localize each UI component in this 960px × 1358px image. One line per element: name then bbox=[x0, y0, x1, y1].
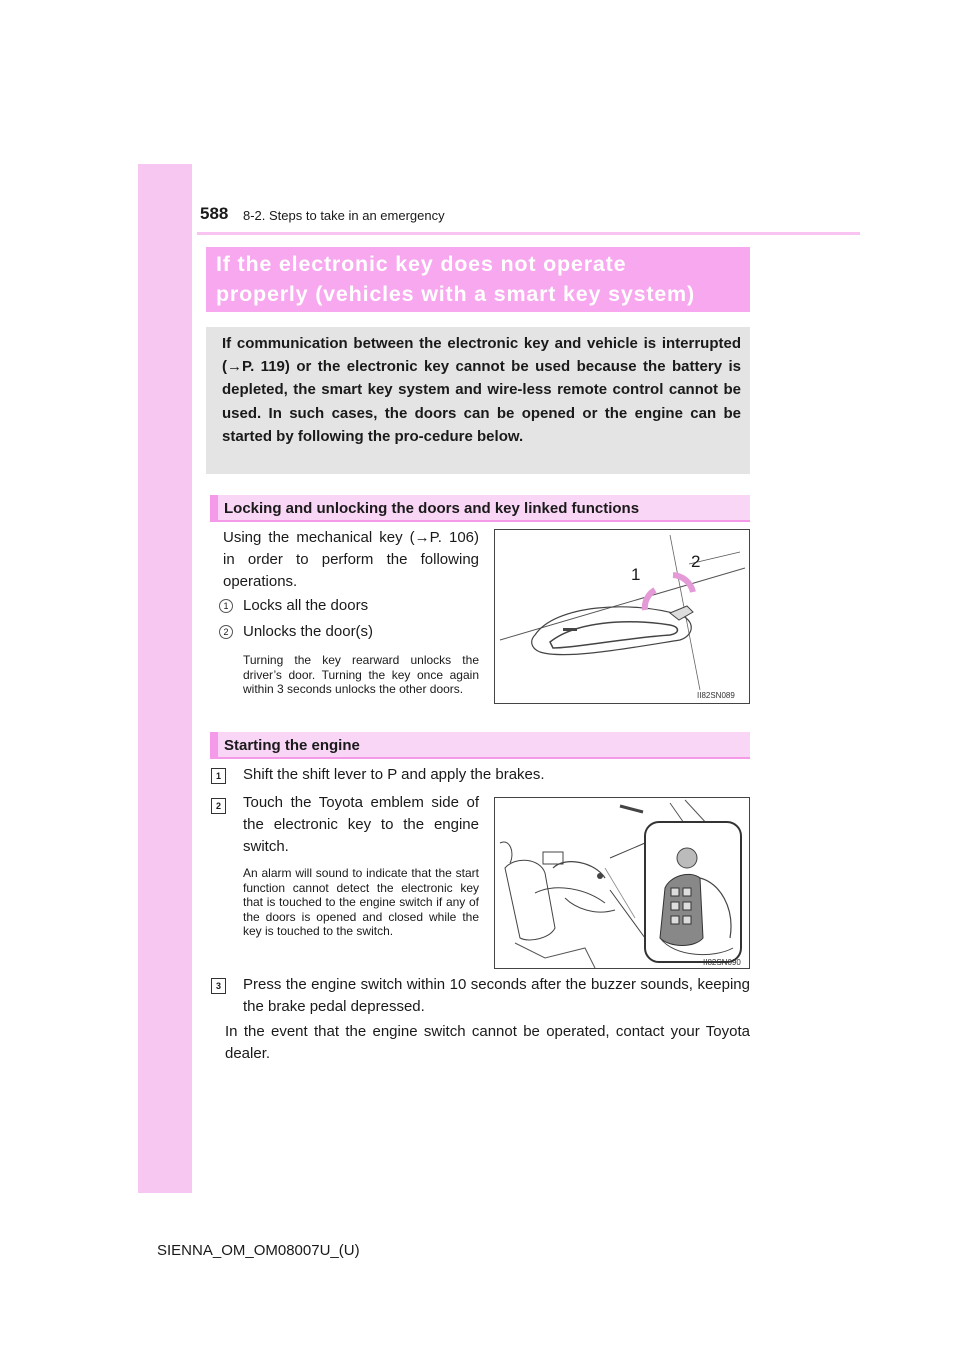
step-1-text: Shift the shift lever to P and apply the brakes. bbox=[243, 766, 545, 783]
list-item-lock: Locks all the doors bbox=[243, 597, 369, 614]
locking-intro-text: Using the mechanical key (→P. 106) in order to perform the following operations. bbox=[223, 529, 479, 590]
step-2-note: An alarm will sound to indicate that the start function cannot detect the electronic key that is touched to the engine switch if any of the doors is opened and closed while the key is touched to the switch. bbox=[243, 866, 479, 939]
page-title-line-2: properly (vehicles with a smart key system) bbox=[216, 282, 695, 306]
callout-1: 1 bbox=[631, 565, 641, 584]
unlock-note: Turning the key rearward unlocks the driver’s door. Turning the key once again within 3 seconds unlocks the other doors. bbox=[243, 653, 479, 697]
step-2-text: Touch the Toyota emblem side of the electronic key to the engine switch. bbox=[243, 794, 479, 855]
engine-switch-illustration bbox=[495, 798, 749, 968]
list-marker-2: 2 bbox=[219, 625, 233, 639]
section-heading-locking: Locking and unlocking the doors and key linked functions bbox=[210, 495, 750, 522]
step-3-text: Press the engine switch within 10 seconds after the buzzer sounds, keeping the brake pedal depressed. bbox=[243, 976, 750, 1015]
list-marker-1: 1 bbox=[219, 599, 233, 613]
step-marker-1: 1 bbox=[211, 768, 226, 784]
step-marker-2: 2 bbox=[211, 798, 226, 814]
page-title-line-1: If the electronic key does not operate bbox=[216, 252, 627, 276]
closing-text: In the event that the engine switch cannot be operated, contact your Toyota dealer. bbox=[225, 1023, 750, 1062]
side-thumb-tab bbox=[138, 164, 192, 1193]
intro-text: If communication between the electronic key and vehicle is interrupted (→P. 119) or the electronic key cannot be used because the battery is depleted, the smart key system and wire-less remote control cannot be used. In such cases, the doors can be opened or the engine can be started by following the pro-cedure below. bbox=[222, 335, 741, 445]
intro-box bbox=[206, 327, 750, 474]
section-heading-starting: Starting the engine bbox=[210, 732, 750, 759]
step-marker-3: 3 bbox=[211, 978, 226, 994]
footer-doc-code: SIENNA_OM_OM08007U_(U) bbox=[157, 1242, 360, 1259]
list-item-unlock: Unlocks the door(s) bbox=[243, 623, 374, 640]
figure-code: II82SN089 bbox=[697, 691, 735, 700]
section-reference: 8-2. Steps to take in an emergency bbox=[243, 208, 445, 223]
figure-engine-switch bbox=[494, 797, 750, 969]
door-handle-illustration bbox=[495, 530, 749, 703]
header-rule bbox=[197, 232, 860, 235]
figure-door-handle bbox=[494, 529, 750, 704]
figure-code: II82SN090 bbox=[703, 958, 741, 967]
page-number: 588 bbox=[200, 204, 229, 223]
callout-2: 2 bbox=[691, 552, 701, 571]
page-title bbox=[206, 247, 750, 312]
